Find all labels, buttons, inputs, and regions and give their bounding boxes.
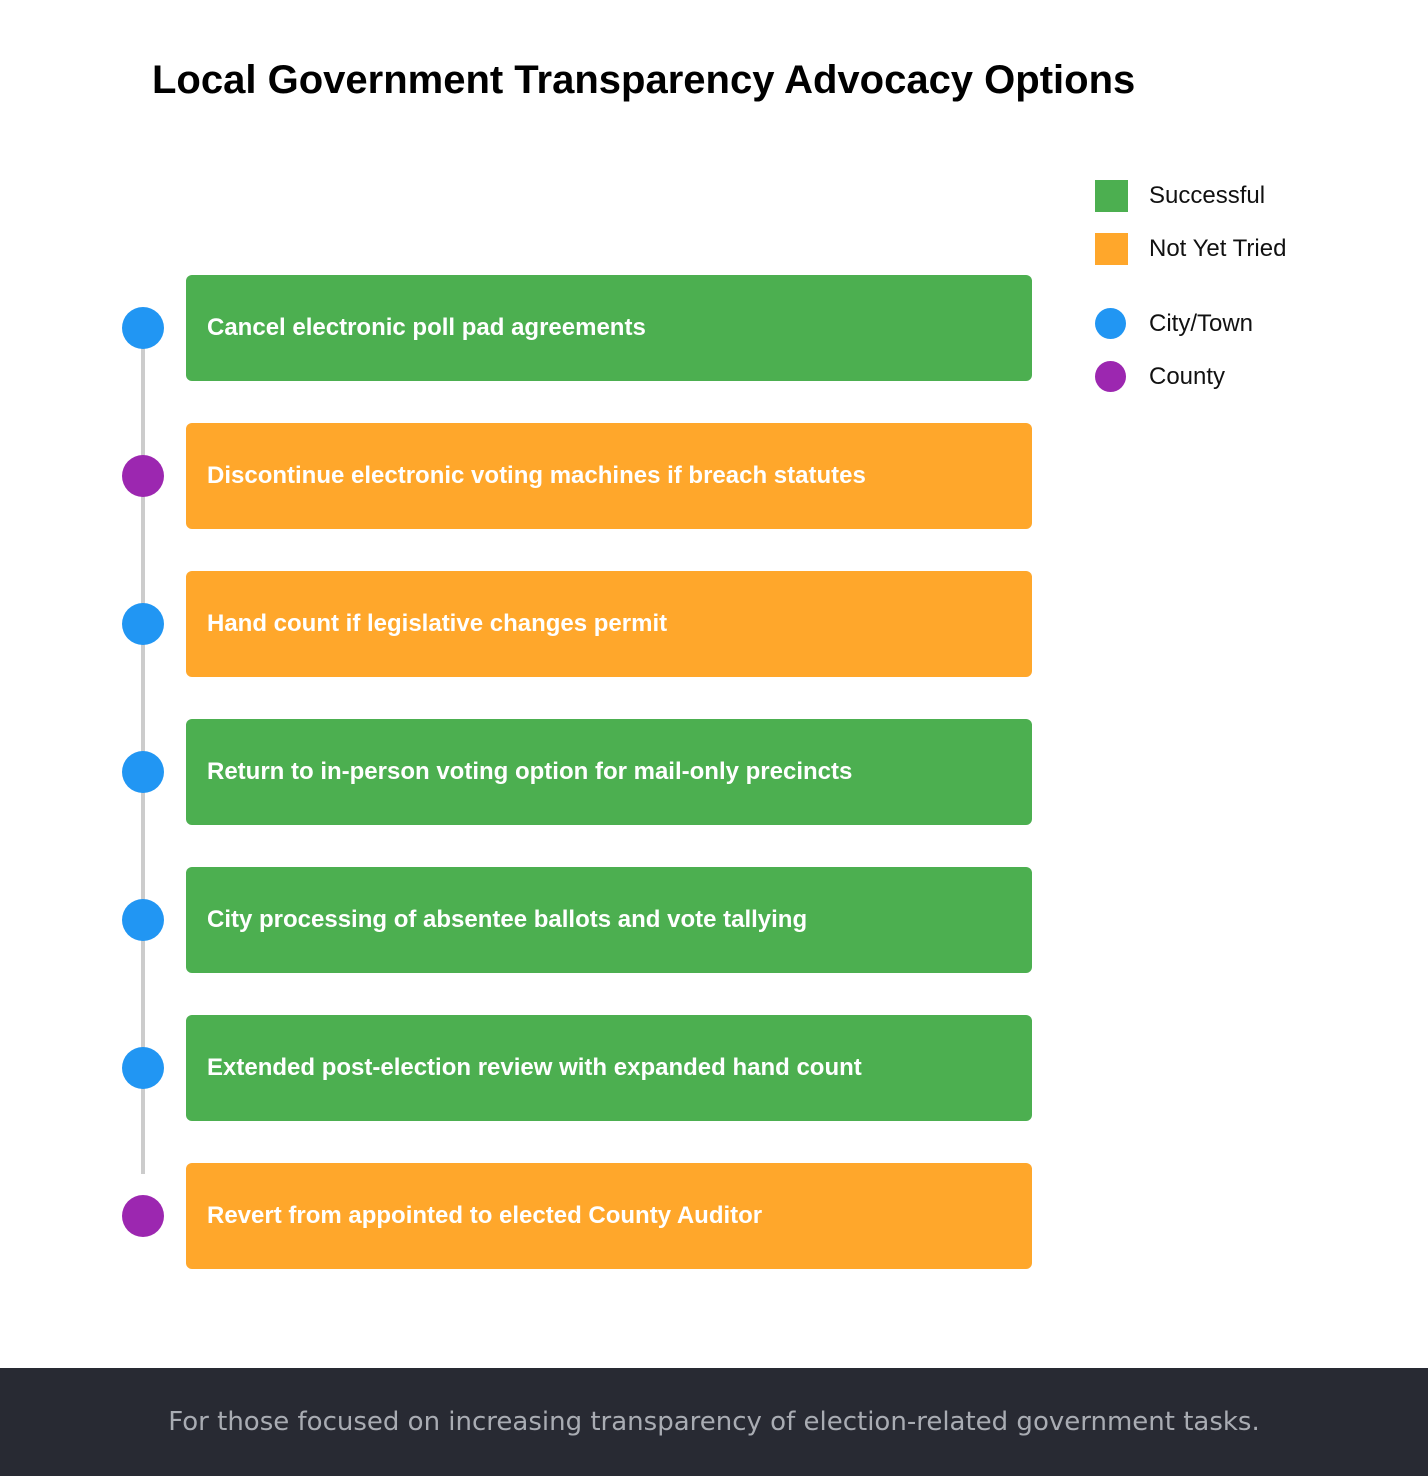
timeline-item [122, 1163, 1032, 1269]
timeline-item [122, 571, 1032, 677]
footer-text: For those focused on increasing transparency of election-related government tasks. [168, 1407, 1260, 1437]
advocacy-option-label: Extended post-election review with expanded hand count [207, 1054, 862, 1081]
advocacy-option-label: City processing of absentee ballots and vote tallying [207, 906, 808, 933]
legend-item-not-yet-tried [1095, 233, 1395, 265]
legend-dot [1095, 361, 1126, 392]
level-dot [122, 603, 164, 645]
level-dot [122, 1195, 164, 1237]
level-dot [122, 899, 164, 941]
advocacy-option-label: Return to in-person voting option for mail-only precincts [207, 758, 853, 785]
legend-item-city-town [1095, 308, 1395, 340]
legend-label: Successful [1149, 182, 1266, 209]
legend-swatch [1095, 233, 1128, 265]
level-dot [122, 1047, 164, 1089]
advocacy-option-box [186, 1163, 1032, 1269]
advocacy-option-label: Hand count if legislative changes permit [207, 610, 668, 637]
legend-label: City/Town [1149, 310, 1254, 337]
level-dot [122, 307, 164, 349]
footer-bar [0, 1368, 1428, 1476]
advocacy-option-label: Cancel electronic poll pad agreements [207, 314, 646, 341]
advocacy-option-label: Discontinue electronic voting machines if breach statutes [207, 462, 866, 489]
advocacy-option-box [186, 1015, 1032, 1121]
legend-dot [1095, 308, 1126, 339]
advocacy-option-box [186, 423, 1032, 529]
timeline-item [122, 867, 1032, 973]
level-dot [122, 751, 164, 793]
legend-item-county [1095, 361, 1395, 393]
advocacy-option-box [186, 275, 1032, 381]
level-dot [122, 455, 164, 497]
legend-label: County [1149, 363, 1226, 390]
legend-item-successful [1095, 180, 1395, 212]
advocacy-option-box [186, 571, 1032, 677]
advocacy-option-box [186, 719, 1032, 825]
advocacy-option-box [186, 867, 1032, 973]
timeline-item [122, 275, 1032, 381]
legend-label: Not Yet Tried [1149, 235, 1287, 262]
timeline-item [122, 423, 1032, 529]
advocacy-option-label: Revert from appointed to elected County Auditor [207, 1202, 763, 1229]
diagram-title: Local Government Transparency Advocacy Options [152, 58, 1136, 102]
timeline-item [122, 719, 1032, 825]
legend-swatch [1095, 180, 1128, 212]
timeline-item [122, 1015, 1032, 1121]
